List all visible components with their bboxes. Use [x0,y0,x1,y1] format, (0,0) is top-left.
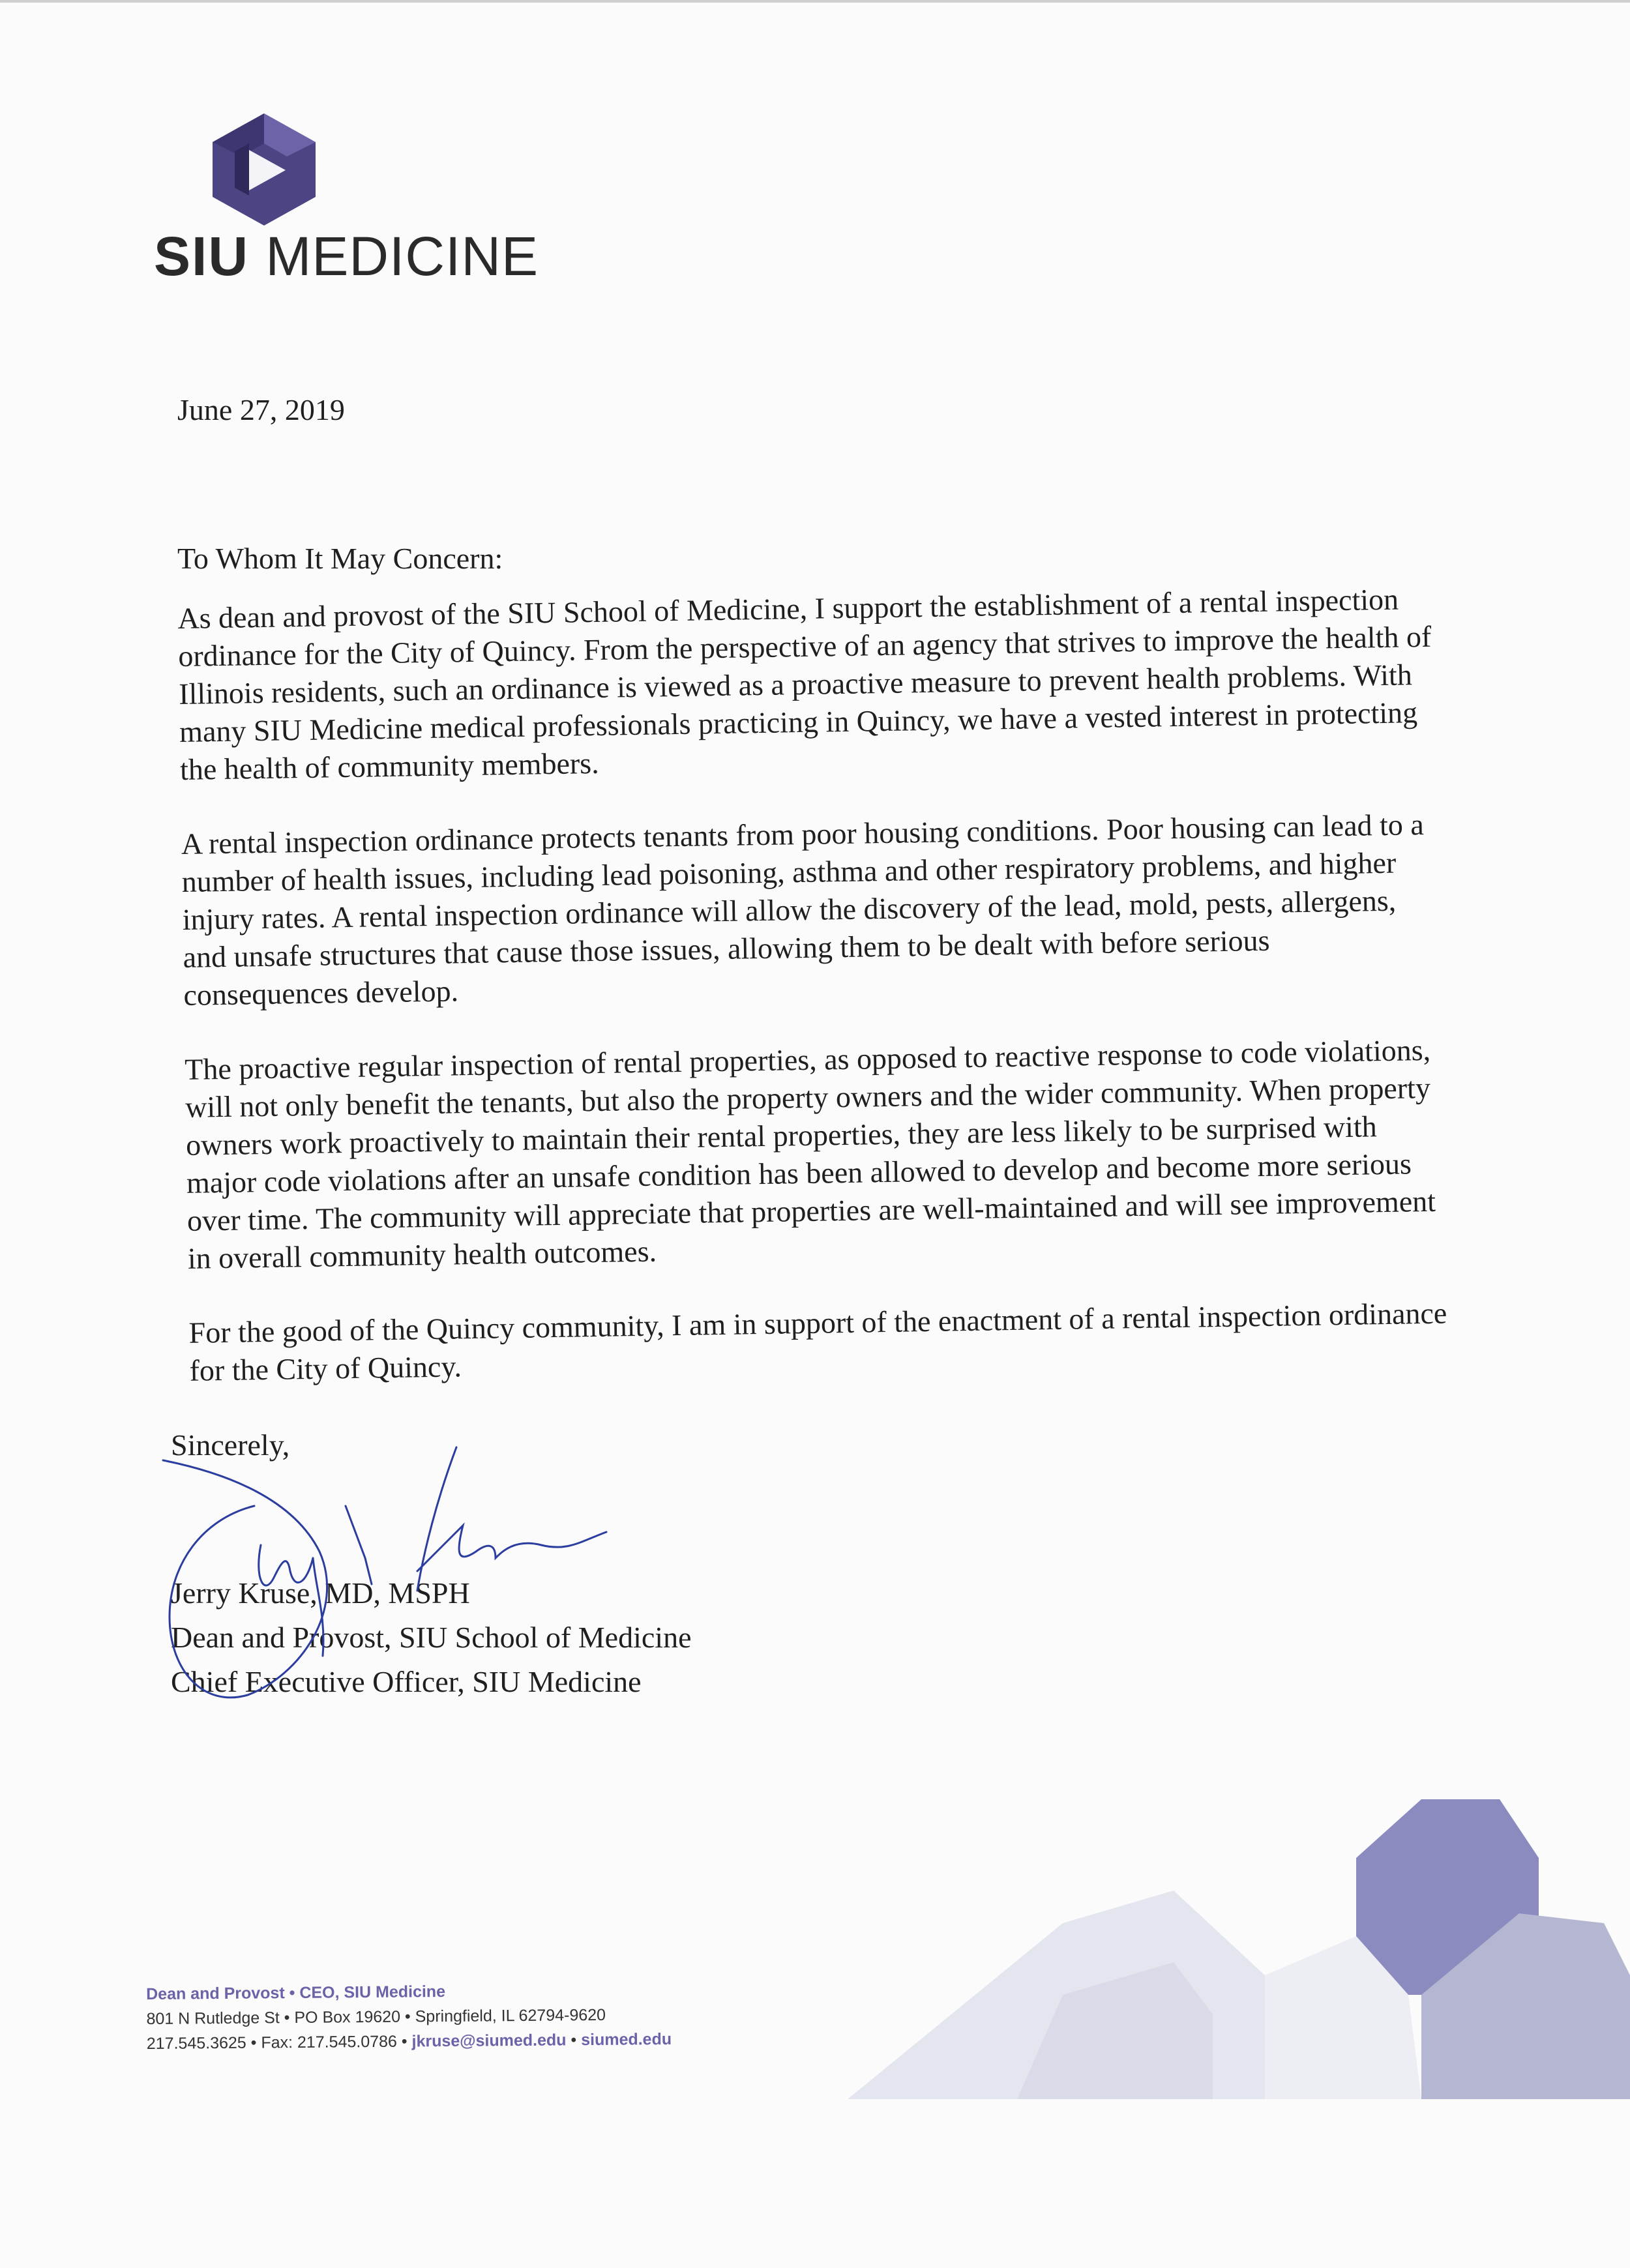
paragraph: The proactive regular inspection of rental properties, as opposed to reactive response to code violations, will not only benefit the tenants, but also the property owners and the wider community. When property owners work proactively to maintain their rental properties, they are less likely to be surprised with major code violations after an unsafe condition has been allowed to develop and become more serious over time. The community will appreciate that properties are well-maintained and will see improvement in overall community health outcomes. [184,1033,1436,1275]
paragraph: A rental inspection ordinance protects tenants from poor housing conditions. Poor housing can lead to a number of health issues, including lead poisoning, asthma and other respiratory problems, and higher injury rates. A rental inspection ordinance will allow the discovery of the lead, mold, pests, allergens, and unsafe structures that cause those issues, allowing them to be dealt with before serious consequences develop. [181,808,1425,1012]
signer-title: Chief Executive Officer, SIU Medicine [171,1665,642,1698]
siu-hexagon-play-icon [209,111,319,227]
paragraph: As dean and provost of the SIU School of Medicine, I support the establishment of a rental inspection ordinance for the City of Quincy. From the perspective of an agency that strives to improve the health of Illinois residents, such an ordinance is viewed as a proactive measure to prevent health problems. With many SIU Medicine medical professionals practicing in Quincy, we have a vested interest in protecting the health of community members. [177,582,1432,786]
letter-body [177,580,1449,1426]
footer-email-link[interactable]: jkruse@siumed.edu [411,2031,567,2051]
brand-name-rest: MEDICINE [265,226,539,287]
footer: Dean and Provost • CEO, SIU Medicine 801 N Rutledge St • PO Box 19620 • Springfield, IL 62794-9620 217.545.3625 • Fax: 217.545.0786 • jkruse@siumed.edu • siumed.edu [146,1982,672,2053]
letter-date: June 27, 2019 [177,393,345,426]
footer-role: Dean and Provost [146,1984,285,2003]
top-rule [0,0,1630,3]
closing: Sincerely, [171,1428,290,1462]
footer-role: CEO, SIU Medicine [299,1982,446,2002]
signer-name: Jerry Kruse, MD, MSPH [171,1576,470,1610]
signer-title: Dean and Provost, SIU School of Medicine [171,1621,692,1654]
footer-website-link[interactable]: siumed.edu [581,2029,672,2050]
brand-name-bold: SIU [154,226,250,287]
footer-address: 801 N Rutledge St • PO Box 19620 • Springfield, IL 62794-9620 [146,2005,606,2028]
decorative-hexagons [848,1799,1630,2099]
brand-wordmark [154,225,539,288]
footer-phone: 217.545.3625 • Fax: 217.545.0786 • [146,2032,408,2053]
paragraph: For the good of the Quincy community, I am in support of the enactment of a rental inspection ordinance for the City of Quincy. [188,1296,1447,1387]
handwritten-signature [150,1421,645,1728]
salutation: To Whom It May Concern: [177,542,503,575]
